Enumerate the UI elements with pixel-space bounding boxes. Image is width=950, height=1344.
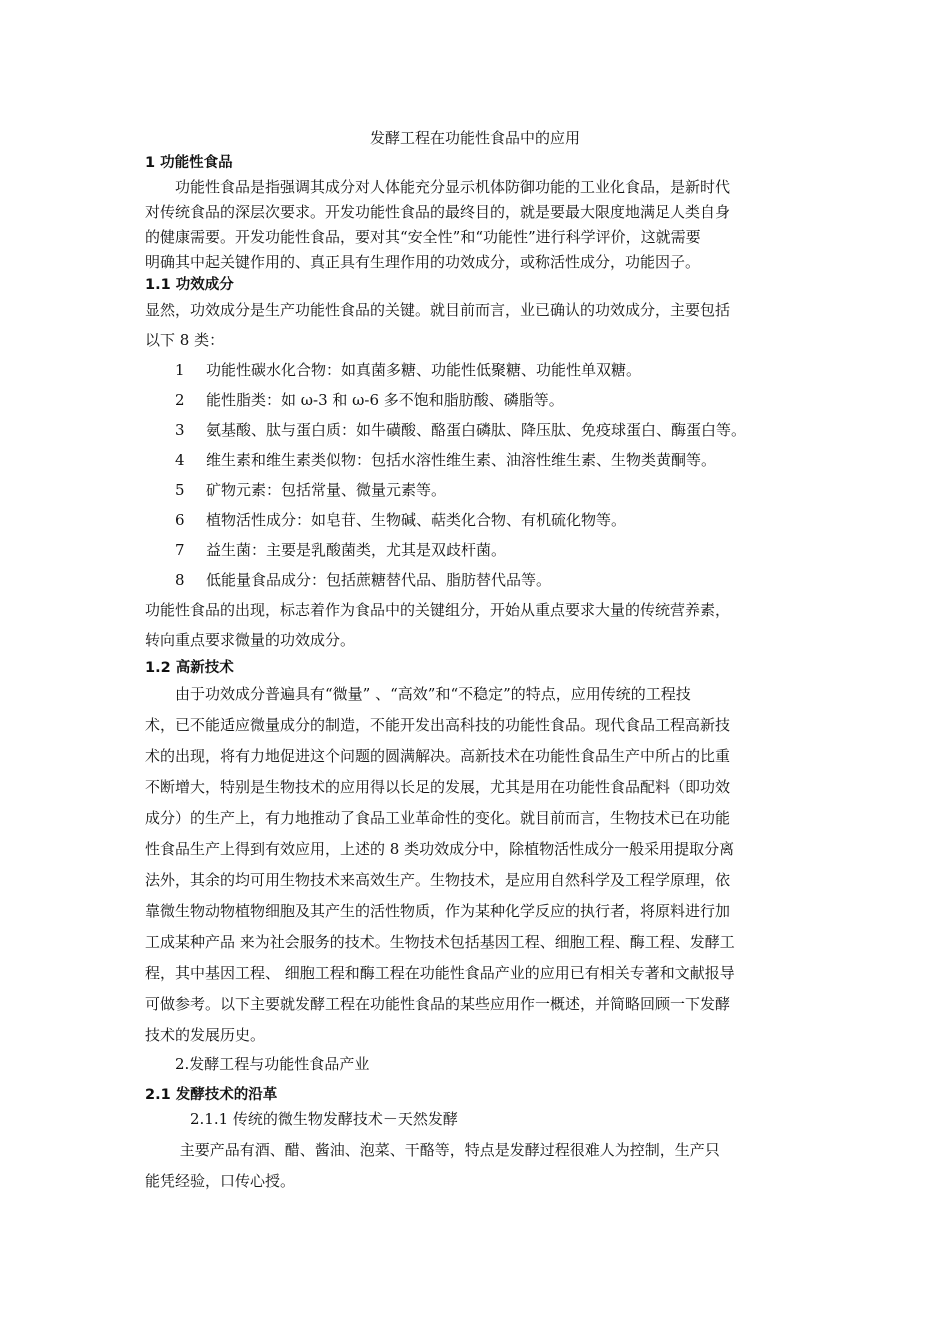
list-item bbox=[175, 355, 815, 385]
section-2-heading: 2.发酵工程与功能性食品产业 bbox=[145, 1055, 370, 1073]
list-item-text: 益生菌：主要是乳酸菌类，尤其是双歧杆菌。 bbox=[206, 541, 507, 559]
list-item bbox=[175, 565, 815, 595]
list-item-number: 7 bbox=[175, 541, 185, 559]
list-item-number: 6 bbox=[175, 511, 185, 529]
paragraph-line: 靠微生物动物植物细胞及其产生的活性物质，作为某种化学反应的执行者，将原料进行加 bbox=[145, 902, 731, 920]
section-1-heading: 1 功能性食品 bbox=[145, 155, 233, 171]
paragraph-line: 主要产品有酒、醋、酱油、泡菜、干酪等，特点是发酵过程很难人为控制，生产只 bbox=[145, 1141, 720, 1159]
paragraph-line: 显然，功效成分是生产功能性食品的关键。就目前而言，业已确认的功效成分，主要包括 bbox=[145, 301, 731, 319]
list-item-number: 1 bbox=[175, 361, 185, 379]
paragraph-line: 能凭经验，口传心授。 bbox=[145, 1172, 296, 1190]
list-item bbox=[175, 475, 815, 505]
list-item-number: 3 bbox=[175, 421, 185, 439]
paragraph-line: 术，已不能适应微量成分的制造，不能开发出高科技的功能性食品。现代食品工程高新技 bbox=[145, 716, 731, 734]
list-item-text: 植物活性成分：如皂苷、生物碱、萜类化合物、有机硫化物等。 bbox=[206, 511, 627, 529]
list-item-text: 能性脂类：如 ω-3 和 ω-6 多不饱和脂肪酸、磷脂等。 bbox=[206, 391, 564, 409]
paragraph-line: 不断增大，特别是生物技术的应用得以长足的发展，尤其是用在功能性食品配料（即功效 bbox=[145, 778, 731, 796]
paragraph-line: 功能性食品的出现，标志着作为食品中的关键组分，开始从重点要求大量的传统营养素， bbox=[145, 601, 731, 619]
paragraph-line: 工成某种产品 来为社会服务的技术。生物技术包括基因工程、细胞工程、酶工程、发酵工 bbox=[145, 933, 735, 951]
list-item-text: 功能性碳水化合物：如真菌多糖、功能性低聚糖、功能性单双糖。 bbox=[206, 361, 642, 379]
list-item bbox=[175, 505, 815, 535]
section-1-1-heading: 1.1 功效成分 bbox=[145, 277, 234, 293]
paragraph-line: 以下 8 类： bbox=[145, 331, 225, 349]
paragraph-line: 程，其中基因工程、 细胞工程和酶工程在功能性食品产业的应用已有相关专著和文献报导 bbox=[145, 964, 735, 982]
paragraph-line: 的健康需要。开发功能性食品，要对其“安全性”和“功能性”进行科学评价，这就需要 bbox=[145, 228, 701, 246]
list-item-text: 矿物元素：包括常量、微量元素等。 bbox=[206, 481, 447, 499]
paragraph-line: 技术的发展历史。 bbox=[145, 1026, 266, 1044]
paragraph-line: 功能性食品是指强调其成分对人体能充分显示机体防御功能的工业化食品，是新时代 bbox=[145, 178, 731, 196]
section-2-1-heading: 2.1 发酵技术的沿革 bbox=[145, 1087, 278, 1103]
list-item-text: 低能量食品成分：包括蔗糖替代品、脂肪替代品等。 bbox=[206, 571, 552, 589]
list-item bbox=[175, 385, 815, 415]
paragraph-line: 法外，其余的均可用生物技术来高效生产。生物技术，是应用自然科学及工程学原理，依 bbox=[145, 871, 731, 889]
paragraph-line: 性食品生产上得到有效应用，上述的 8 类功效成分中，除植物活性成分一般采用提取分离 bbox=[145, 840, 735, 858]
list-item-number: 8 bbox=[175, 571, 185, 589]
paragraph-line: 明确其中起关键作用的、真正具有生理作用的功效成分，或称活性成分，功能因子。 bbox=[145, 253, 701, 271]
paragraph-line: 对传统食品的深层次要求。开发功能性食品的最终目的，就是要最大限度地满足人类自身 bbox=[145, 203, 731, 221]
section-2-1-1-heading: 2.1.1 传统的微生物发酵技术－天然发酵 bbox=[145, 1110, 458, 1128]
list-item-text: 氨基酸、肽与蛋白质：如牛磺酸、酪蛋白磷肽、降压肽、免疫球蛋白、酶蛋白等。 bbox=[206, 421, 747, 439]
list-item bbox=[175, 535, 815, 565]
list-item-number: 2 bbox=[175, 391, 185, 409]
document-title: 发酵工程在功能性食品中的应用 bbox=[369, 129, 580, 147]
paragraph-line: 由于功效成分普遍具有“微量” 、“高效”和“不稳定”的特点，应用传统的工程技 bbox=[145, 685, 691, 703]
section-1-2-heading: 1.2 高新技术 bbox=[145, 660, 234, 676]
paragraph-line: 转向重点要求微量的功效成分。 bbox=[145, 631, 356, 649]
paragraph-line: 成分）的生产上，有力地推动了食品工业革命性的变化。就目前而言，生物技术已在功能 bbox=[145, 809, 731, 827]
paragraph-line: 可做参考。以下主要就发酵工程在功能性食品的某些应用作一概述，并简略回顾一下发酵 bbox=[145, 995, 731, 1013]
list-item bbox=[175, 445, 815, 475]
list-item-number: 5 bbox=[175, 481, 185, 499]
list-item-text: 维生素和维生素类似物：包括水溶性维生素、油溶性维生素、生物类黄酮等。 bbox=[206, 451, 717, 469]
list-item-number: 4 bbox=[175, 451, 185, 469]
paragraph-line: 术的出现，将有力地促进这个问题的圆满解决。高新技术在功能性食品生产中所占的比重 bbox=[145, 747, 731, 765]
list-item bbox=[175, 415, 815, 445]
